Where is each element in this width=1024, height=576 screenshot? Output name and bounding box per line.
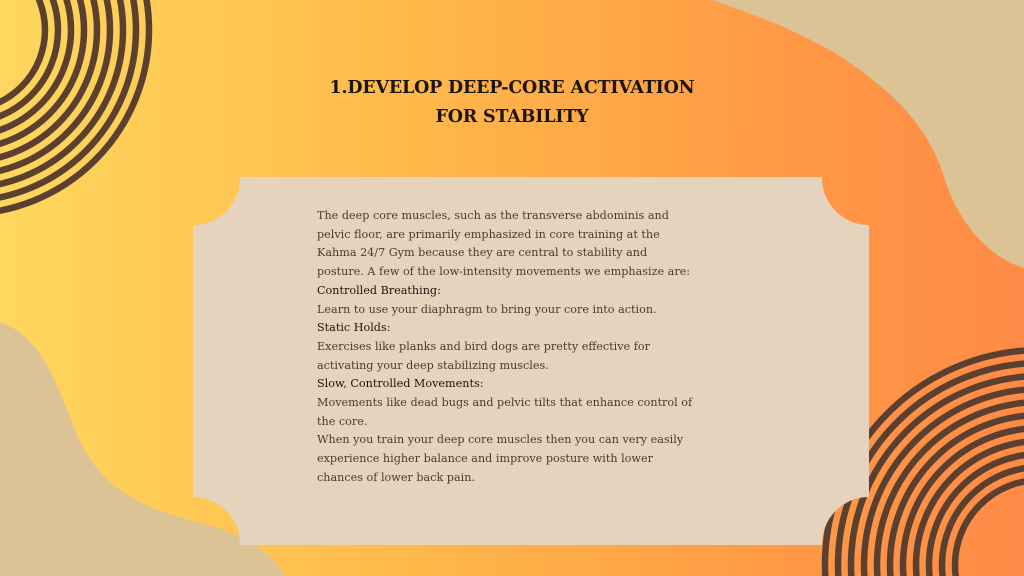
- title-line-1: 1.DEVELOP DEEP-CORE ACTIVATION: [329, 78, 695, 98]
- title-line-2: FOR STABILITY: [435, 107, 589, 127]
- section-heading: Controlled Breathing:: [317, 283, 441, 297]
- section-heading: Static Holds:: [317, 321, 391, 335]
- section-text: Exercises like planks and bird dogs are pretty effective for activating your deep stabilizing muscles.: [317, 339, 650, 372]
- section-text: Learn to use your diaphragm to bring your core into action.: [317, 302, 657, 316]
- section-text: Movements like dead bugs and pelvic tilts that enhance control of the core.: [317, 396, 693, 428]
- conclusion-paragraph: When you train your deep core muscles then you can very easily experience higher balance and improve posture with lower chances of lower back pain.: [317, 433, 684, 484]
- content-body: [317, 207, 697, 488]
- intro-paragraph: The deep core muscles, such as the transverse abdominis and pelvic floor, are primarily emphasized in core training at the Kahma 24/7 Gym because they are central to stability and posture. A few of the low-intensity movements we emphasize are:: [317, 209, 691, 279]
- section-heading: Slow, Controlled Movements:: [317, 377, 484, 391]
